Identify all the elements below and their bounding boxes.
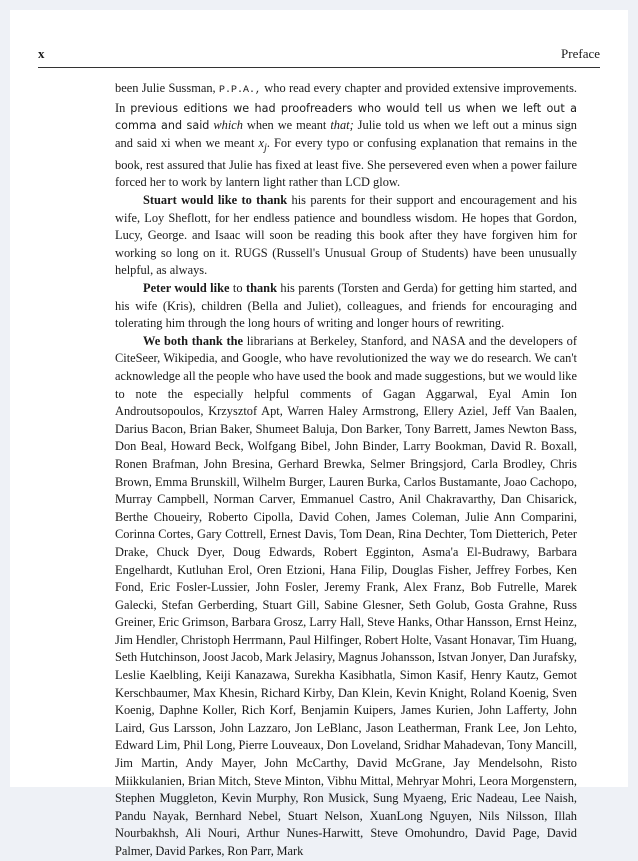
page-body xyxy=(115,80,577,861)
text-run: who read every chapter and provided extensive improvements. In xyxy=(115,81,577,115)
paragraph-peter xyxy=(115,280,577,333)
text-run: previous editions we had proofreaders who would tell us when we left out a comma and said xyxy=(115,101,577,133)
paragraph-lead: We both thank the xyxy=(143,333,244,348)
text-run: which xyxy=(213,118,243,133)
text-run: Julie told us when we left out a minus sign and said xi when we meant xyxy=(115,118,577,150)
page-number: x xyxy=(38,46,45,61)
text-run: to xyxy=(229,281,246,295)
paragraph-lead: Stuart would like to thank xyxy=(143,193,288,208)
text-run: . For every typo or confusing explanation that remains in the book, rest assured that Julie has fixed at least five. She persevered even when a power failure forced her to work by lantern light rather than LCD glow. xyxy=(115,135,577,190)
section-title: Preface xyxy=(561,46,600,61)
text-run: been Julie Sussman, xyxy=(115,81,219,95)
math-subscript: j xyxy=(263,142,267,154)
paragraph-julie xyxy=(115,80,577,192)
acknowledgement-names: librarians at Berkeley, Stanford, and NASA and the developers of CiteSeer, Wikipedia, and Google, who have revolutionized the way we do research. We can't acknowledge all the people who have used the book and made suggestions, but we would like to note the especially helpful comments of Gagan Aggarwal, Eyal Amin Ion Androutsopoulos, Krzysztof Apt, Warren Haley Armstrong, Ellery Aziel, Jeff Van Baalen, Darius Bacon, Brian Baker, Shumeet Baluja, Don Barker, Tony Barrett, James Newton Bass, Don Beal, Howard Beck, Wolfgang Bibel, John Binder, Larry Bookman, David R. Boxall, Ronen Brafman, John Bresina, Gerhard Brewka, Selmer Bringsjord, Carla Brodley, Chris Brown, Emma Brunskill, Wilhelm Burger, Lauren Burka, Carlos Bustamante, Joao Cachopo, Murray Campbell, Norman Carver, Emmanuel Castro, Anil Chakravarthy, Dan Chisarick, Berthe Choueiry, Roberto Cipolla, David Cohen, James Coleman, Julie Ann Comparini, Corinna Cortes, Gary Cottrell, Ernest Davis, Tom Dean, Rina Dechter, Tom Dietterich, Peter Drake, Chuck Dyer, Doug Edwards, Robert Egginton, Asma'a El-Budrawy, Barbara Engelhardt, Kutluhan Erol, Oren Etzioni, Hana Filip, Douglas Fisher, Jeffrey Forbes, Ken Fond, Eric Fosler-Lussier, John Fosler, Jeremy Frank, Alex Franz, Bob Futrelle, Marek Galecki, Stefan Gerberding, Stuart Gill, Sabine Glesner, Seth Golub, Gosta Grahne, Russ Greiner, Eric Grimson, Barbara Grosz, Larry Hall, Steve Hanks, Othar Hansson, Ernst Heinz, Jim Hendler, Christoph Herrmann, Paul Hilfinger, Robert Holte, Vasant Honavar, Tim Huang, Seth Hutchinson, Joost Jacob, Mark Jelasiry, Magnus Johansson, Istvan Jonyer, Dan Jurafsky, Leslie Kaelbling, Keiji Kanazawa, Surekha Kasibhatla, Simon Kasif, Henry Kautz, Gemot Kerschbaumer, Max Khesin, Richard Kirby, Dan Klein, Kevin Knight, Roland Koenig, Sven Koenig, Daphne Koller, Rich Korf, Benjamin Kuipers, James Kurien, John Lafferty, John Laird, Gus Larsson, John Lazzaro, Jon LeBlanc, Jason Leatherman, Frank Lee, Jon Lehto, Edward Lim, Phil Long, Pierre Louveaux, Don Loveland, Sridhar Mahadevan, Tony Mancill, Jim Martin, Andy Mayer, John McCarthy, David McGrane, Jay Mendelsohn, Risto Miikkulanien, Brian Mitch, Steve Minton, Vibhu Mittal, Mehryar Mohri, Leora Morgenstern, Stephen Muggleton, Kevin Murphy, Ron Musick, Sung Myaeng, Eric Nadeau, Lee Naish, Pandu Nayak, Bernhard Nebel, Stuart Nelson, XuanLong Nguyen, Nils Nilsson, Illah Nourbakhsh, Ali Nouri, Arthur Nunes-Harwitt, Steve Omohundro, David Page, David Palmer, David Parkes, Ron Parr, Mark xyxy=(115,333,577,858)
text-run: his parents for their support and encouragement and his wife, Loy Sheflott, for her endless patience and boundless wisdom. He hopes that Gordon, Lucy, George. and Isaac will soon be reading this book after they have forgiven him for working so long on it. RUGS (Russell's Unusual Group of Students) have been unusually helpful, as always. xyxy=(115,193,577,278)
header-rule xyxy=(38,67,600,68)
paragraph-stuart xyxy=(115,192,577,280)
running-header xyxy=(38,46,600,62)
paragraph-lead: Peter would like xyxy=(143,281,230,295)
text-run: his parents (Torsten and Gerda) for getting him started, and his wife (Kris), children (Bella and Juliet), colleagues, and friends for encouraging and tolerating him through the long hours of writing and longer hours of rewriting. xyxy=(115,281,578,331)
math-var: x xyxy=(258,135,264,150)
text-run: P.P.A., xyxy=(218,85,261,96)
text-run: that; xyxy=(330,118,354,133)
book-page xyxy=(10,10,628,858)
paragraph-both xyxy=(115,333,577,861)
text-run: when we meant xyxy=(242,118,331,133)
paragraph-lead: thank xyxy=(245,281,277,295)
